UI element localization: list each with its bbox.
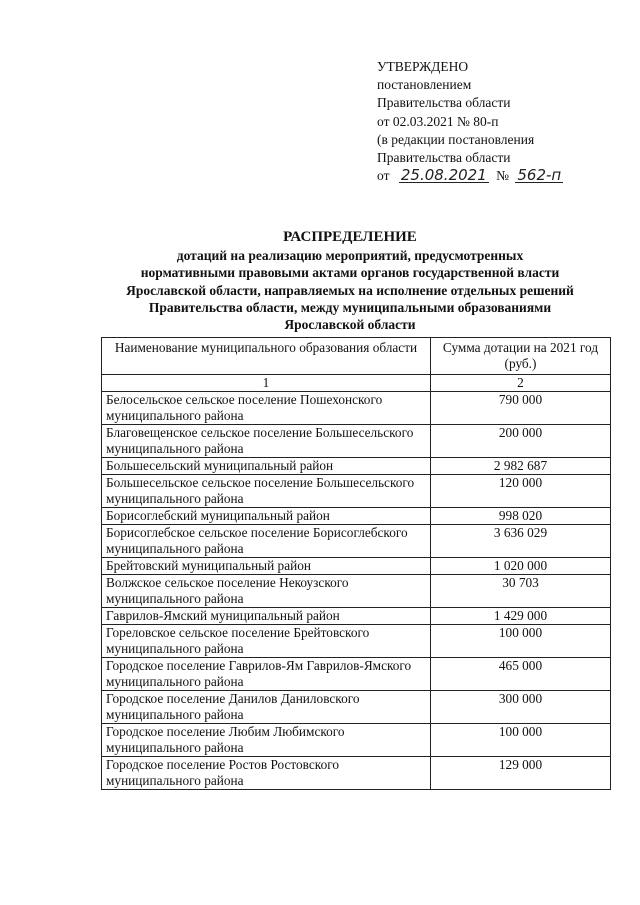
subsidy-amount: 1 429 000 [431, 608, 611, 625]
subsidy-amount: 300 000 [431, 691, 611, 724]
subsidy-amount: 2 982 687 [431, 458, 611, 475]
municipality-name: Городское поселение Ростов Ростовского муниципального района [102, 757, 431, 790]
table-row [102, 724, 611, 757]
header-municipality: Наименование муниципального образования области [102, 338, 431, 375]
municipality-name: Большесельский муниципальный район [102, 458, 431, 475]
subsidy-amount: 465 000 [431, 658, 611, 691]
table-row [102, 525, 611, 558]
municipality-name: Городское поселение Гаврилов-Ям Гаврилов-Ямского муниципального района [102, 658, 431, 691]
subsidy-amount: 200 000 [431, 425, 611, 458]
table-row [102, 458, 611, 475]
subsidy-amount: 790 000 [431, 392, 611, 425]
municipality-name: Городское поселение Любим Любимского муниципального района [102, 724, 431, 757]
approval-line: постановлением [377, 77, 472, 93]
subsidy-amount: 998 020 [431, 508, 611, 525]
subtitle-line: дотаций на реализацию мероприятий, предусмотренных [176, 248, 524, 263]
subtitle-line: нормативными правовыми актами органов государственной власти [140, 265, 560, 281]
subtitle-line: Правительства области, между муниципальными образованиями [148, 299, 552, 315]
table-row [102, 575, 611, 608]
municipality-name: Брейтовский муниципальный район [102, 558, 431, 575]
subsidy-amount: 1 020 000 [431, 558, 611, 575]
municipality-name: Борисоглебский муниципальный район [102, 508, 431, 525]
table-header-row [102, 338, 611, 375]
table-row [102, 608, 611, 625]
number-prefix: № [496, 168, 510, 184]
approval-line: Правительства области [377, 150, 511, 166]
header-amount: Сумма дотации на 2021 год (руб.) [431, 338, 611, 375]
subsidy-amount: 100 000 [431, 724, 611, 757]
municipality-name: Гаврилов-Ямский муниципальный район [102, 608, 431, 625]
column-number: 1 [102, 375, 431, 392]
handwritten-number: 562-п [517, 166, 562, 185]
approval-line: Правительства области [377, 95, 511, 111]
column-number: 2 [431, 375, 611, 392]
subsidy-amount: 120 000 [431, 475, 611, 508]
municipality-name: Благовещенское сельское поселение Большесельского муниципального района [102, 425, 431, 458]
municipality-name: Гореловское сельское поселение Брейтовского муниципального района [102, 625, 431, 658]
subsidy-amount: 100 000 [431, 625, 611, 658]
table-row [102, 425, 611, 458]
municipality-name: Волжское сельское поселение Некоузского муниципального района [102, 575, 431, 608]
approval-line: УТВЕРЖДЕНО [377, 59, 469, 74]
table-row [102, 558, 611, 575]
title-heading: РАСПРЕДЕЛЕНИЕ [283, 229, 417, 245]
approval-line: (в редакции постановления [377, 131, 535, 147]
table-row [102, 392, 611, 425]
distribution-table [101, 337, 611, 790]
subsidy-amount: 30 703 [431, 575, 611, 608]
approval-line: от 02.03.2021 № 80-п [377, 113, 499, 129]
table-row [102, 625, 611, 658]
municipality-name: Большесельское сельское поселение Большесельского муниципального района [102, 475, 431, 508]
table-row [102, 691, 611, 724]
handwritten-date: 25.08.2021 [400, 166, 487, 185]
column-number-row [102, 375, 611, 392]
municipality-name: Белосельское сельское поселение Пошехонского муниципального района [102, 392, 431, 425]
subtitle-line: Ярославской области [284, 317, 416, 333]
table-row [102, 475, 611, 508]
table-row [102, 508, 611, 525]
subtitle-line: Ярославской области, направляемых на исполнение отдельных решений [126, 282, 574, 298]
table-row [102, 757, 611, 790]
approval-stamp [377, 58, 567, 185]
subsidy-amount: 129 000 [431, 757, 611, 790]
approval-date-line [377, 167, 567, 185]
table-row [102, 658, 611, 691]
date-prefix: от [377, 168, 390, 184]
municipality-name: Городское поселение Данилов Даниловского муниципального района [102, 691, 431, 724]
municipality-name: Борисоглебское сельское поселение Борисоглебского муниципального района [102, 525, 431, 558]
table-body [102, 392, 611, 790]
document-title [70, 228, 630, 333]
subsidy-amount: 3 636 029 [431, 525, 611, 558]
